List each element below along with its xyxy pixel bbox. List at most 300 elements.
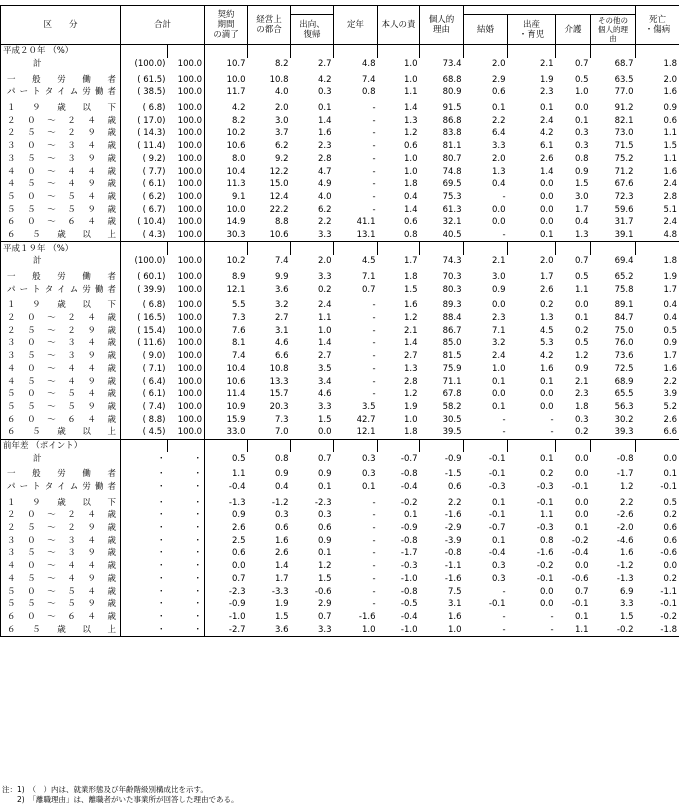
row-label: ２ ５ ～ ２ ９ 歳	[1, 522, 121, 535]
value-cell: 1.3	[539, 313, 554, 324]
value-cell: 39.3	[614, 427, 634, 438]
value-cell: 1.4	[317, 115, 332, 126]
value-cell: -0.1	[636, 598, 679, 611]
row-label: １ ９ 歳 以 下	[1, 102, 121, 115]
composition-ratio-cell: ・	[156, 573, 166, 584]
value-cell: 1.4	[403, 204, 418, 215]
value-cell: 0.1	[539, 103, 554, 114]
value-cell: 75.3	[442, 191, 462, 202]
header-own-fault: 本人の責	[378, 6, 420, 45]
row-label: ４ ０ ～ ４ ４ 歳	[1, 560, 121, 573]
value-cell: 0.3	[574, 128, 589, 139]
table-row	[1, 178, 679, 191]
value-cell: 65.2	[614, 272, 634, 283]
value-cell: -0.9	[228, 599, 246, 610]
composition-ratio-cell: ( 7.1)	[142, 363, 166, 374]
table-row	[1, 102, 679, 115]
value-cell: 0.2	[574, 325, 589, 336]
value-cell: 67.6	[614, 179, 634, 190]
value-cell: 1.0	[403, 153, 418, 164]
row-label: ６ ０ ～ ６ ４ 歳	[1, 413, 121, 426]
value-cell: 1.5	[574, 179, 589, 190]
value-cell: 2.3	[317, 141, 332, 152]
value-cell: 0.0	[231, 561, 246, 572]
value-cell: 9.2	[274, 153, 289, 164]
value-cell: 0.6	[403, 217, 418, 228]
value-cell: -1.8	[636, 623, 679, 636]
value-cell: -1.1	[444, 561, 462, 572]
value-cell: 0.0	[491, 300, 506, 311]
value-cell: 1.8	[636, 58, 679, 71]
value-cell: 100.0	[168, 363, 205, 376]
value-cell: 2.3	[491, 313, 506, 324]
value-cell: -0.5	[400, 599, 418, 610]
value-cell: 5.5	[231, 300, 246, 311]
row-label: ３ ０ ～ ３ ４ 歳	[1, 534, 121, 547]
value-cell: 100.0	[168, 73, 205, 86]
composition-ratio-cell: ・	[156, 453, 166, 464]
row-label: ３ ５ ～ ３ ９ 歳	[1, 350, 121, 363]
composition-ratio-cell: (100.0)	[134, 59, 166, 70]
value-cell: 10.6	[269, 229, 289, 240]
table-row	[1, 547, 679, 560]
value-cell: 0.6	[636, 114, 679, 127]
composition-ratio-cell: ・	[156, 497, 166, 508]
value-cell: -	[372, 300, 376, 311]
value-cell: 3.3	[619, 599, 634, 610]
composition-ratio-cell: ( 9.2)	[142, 153, 166, 164]
value-cell: 14.9	[226, 217, 246, 228]
value-cell: 11.3	[226, 179, 246, 190]
value-cell: -	[372, 191, 376, 202]
value-cell: -1.3	[616, 573, 634, 584]
value-cell: 1.4	[403, 338, 418, 349]
value-cell: 0.0	[491, 204, 506, 215]
value-cell: 13.3	[269, 376, 289, 387]
value-cell: 4.8	[636, 229, 679, 242]
value-cell: 6.6	[636, 426, 679, 439]
value-cell: 12.1	[226, 284, 246, 295]
value-cell: 0.9	[636, 102, 679, 115]
value-cell: 0.2	[539, 469, 554, 480]
table-row	[1, 481, 679, 494]
value-cell: 10.0	[226, 204, 246, 215]
table-row	[1, 560, 679, 573]
value-cell: 2.0	[636, 73, 679, 86]
row-label: ６ ０ ～ ６ ４ 歳	[1, 611, 121, 624]
value-cell: -1.5	[444, 469, 462, 480]
composition-ratio-cell: ・	[156, 510, 166, 521]
value-cell: 4.9	[317, 179, 332, 190]
value-cell: 0.8	[274, 453, 289, 464]
separation-reasons-table	[0, 5, 679, 637]
footnote-1: 注：1) （ ）内は、就業形態及び年齢階級別構成比を示す。	[2, 785, 208, 794]
value-cell: 72.3	[614, 191, 634, 202]
value-cell: 73.0	[614, 128, 634, 139]
value-cell: 1.6	[636, 86, 679, 99]
value-cell: 32.1	[442, 217, 462, 228]
row-label: 一 般 労 働 者	[1, 468, 121, 481]
value-cell: 69.5	[442, 179, 462, 190]
value-cell: 2.7	[317, 59, 332, 70]
value-cell: 0.1	[539, 229, 554, 240]
value-cell: 1.2	[403, 389, 418, 400]
value-cell: 100.0	[168, 178, 205, 191]
value-cell: 2.4	[636, 216, 679, 229]
value-cell: 10.8	[269, 74, 289, 85]
header-childbirth: 出産 ・育児	[508, 15, 556, 45]
value-cell: 63.5	[614, 74, 634, 85]
composition-ratio-cell: ( 11.6)	[137, 338, 166, 349]
value-cell: 1.0	[403, 59, 418, 70]
value-cell: -0.9	[400, 523, 418, 534]
value-cell: 0.3	[361, 469, 376, 480]
value-cell: 0.1	[574, 611, 589, 622]
value-cell: 75.9	[442, 363, 462, 374]
value-cell: 86.8	[442, 115, 462, 126]
value-cell: 3.3	[317, 229, 332, 240]
value-cell: 2.4	[636, 178, 679, 191]
value-cell: 31.7	[614, 217, 634, 228]
value-cell: 0.1	[403, 510, 418, 521]
value-cell: -	[372, 351, 376, 362]
value-cell: 0.7	[574, 59, 589, 70]
value-cell: 0.0	[539, 389, 554, 400]
value-cell: 2.0	[491, 153, 506, 164]
value-cell: -0.1	[571, 599, 589, 610]
value-cell: 100.0	[168, 283, 205, 296]
value-cell: 100.0	[168, 426, 205, 439]
value-cell: 0.6	[491, 87, 506, 98]
value-cell: 0.3	[491, 573, 506, 584]
row-label: ６ ５ 歳 以 上	[1, 623, 121, 636]
value-cell: -2.9	[444, 523, 462, 534]
value-cell: 7.5	[447, 586, 462, 597]
value-cell: 0.3	[274, 510, 289, 521]
value-cell: 3.0	[491, 272, 506, 283]
row-label: ５ ５ ～ ５ ９ 歳	[1, 401, 121, 414]
value-cell: 0.7	[231, 573, 246, 584]
row-label: ２ ０ ～ ２ ４ 歳	[1, 509, 121, 522]
value-cell: 1.8	[574, 401, 589, 412]
value-cell: 6.1	[539, 141, 554, 152]
value-cell: 82.1	[614, 115, 634, 126]
value-cell: -	[372, 599, 376, 610]
value-cell: 11.7	[226, 87, 246, 98]
row-label: ２ ０ ～ ２ ４ 歳	[1, 312, 121, 325]
composition-ratio-cell: ( 17.0)	[137, 115, 166, 126]
value-cell: 0.4	[403, 191, 418, 202]
table-row	[1, 114, 679, 127]
value-cell: ・	[168, 481, 205, 494]
value-cell: 81.5	[442, 351, 462, 362]
value-cell: -0.4	[571, 548, 589, 559]
value-cell: 71.1	[442, 376, 462, 387]
value-cell: 61.3	[442, 204, 462, 215]
value-cell: 100.0	[168, 350, 205, 363]
value-cell: -1.6	[536, 548, 554, 559]
value-cell: 1.5	[619, 611, 634, 622]
value-cell: -	[508, 623, 556, 636]
value-cell: 0.1	[539, 376, 554, 387]
table-row	[1, 58, 679, 71]
value-cell: -0.2	[536, 561, 554, 572]
value-cell: -	[502, 427, 506, 438]
value-cell: 1.5	[403, 284, 418, 295]
value-cell: 0.1	[317, 482, 332, 493]
value-cell: 1.8	[403, 179, 418, 190]
value-cell: 4.2	[539, 351, 554, 362]
section-title: 前年差 （ポイント）	[1, 439, 121, 452]
value-cell: 100.0	[168, 271, 205, 284]
value-cell: -1.3	[228, 497, 246, 508]
composition-ratio-cell: ・	[156, 469, 166, 480]
value-cell: 4.2	[231, 103, 246, 114]
table-row	[1, 452, 679, 465]
value-cell: 0.0	[539, 204, 554, 215]
row-label: パートタイム労働者	[1, 86, 121, 99]
value-cell: 2.0	[274, 103, 289, 114]
value-cell: -0.7	[400, 453, 418, 464]
row-label: １ ９ 歳 以 下	[1, 299, 121, 312]
value-cell: 88.4	[442, 313, 462, 324]
value-cell: 10.2	[226, 128, 246, 139]
table-row	[1, 388, 679, 401]
value-cell: -2.3	[314, 497, 332, 508]
value-cell: 0.9	[574, 363, 589, 374]
value-cell: 0.6	[403, 141, 418, 152]
value-cell: 41.1	[356, 217, 376, 228]
value-cell: 1.1	[317, 313, 332, 324]
value-cell: 1.4	[539, 166, 554, 177]
row-label: ３ ５ ～ ３ ９ 歳	[1, 153, 121, 166]
composition-ratio-cell: ( 6.1)	[142, 179, 166, 190]
value-cell: 1.0	[420, 623, 464, 636]
value-cell: 0.0	[636, 452, 679, 465]
value-cell: 1.0	[403, 74, 418, 85]
value-cell: 0.6	[636, 522, 679, 535]
value-cell: 0.1	[317, 548, 332, 559]
value-cell: 1.4	[403, 103, 418, 114]
value-cell: 0.8	[539, 535, 554, 546]
value-cell: -0.1	[536, 573, 554, 584]
composition-ratio-cell: ( 15.4)	[137, 325, 166, 336]
value-cell: 1.9	[539, 74, 554, 85]
value-cell: 3.6	[274, 284, 289, 295]
value-cell: -	[372, 510, 376, 521]
value-cell: -	[372, 497, 376, 508]
value-cell: 11.4	[226, 389, 246, 400]
value-cell: 0.3	[574, 141, 589, 152]
value-cell: 0.1	[491, 401, 506, 412]
row-label: ４ ０ ～ ４ ４ 歳	[1, 165, 121, 178]
value-cell: 1.1	[636, 127, 679, 140]
value-cell: -	[372, 389, 376, 400]
row-label: ４ ０ ～ ４ ４ 歳	[1, 363, 121, 376]
value-cell: 2.3	[574, 389, 589, 400]
value-cell: -0.6	[636, 547, 679, 560]
composition-ratio-cell: ( 11.4)	[137, 141, 166, 152]
value-cell: 7.3	[274, 414, 289, 425]
table-row	[1, 271, 679, 284]
value-cell: -2.3	[228, 586, 246, 597]
value-cell: 80.3	[442, 284, 462, 295]
row-label: ６ ５ 歳 以 上	[1, 426, 121, 439]
value-cell: 10.6	[226, 376, 246, 387]
row-label: 計	[1, 58, 121, 71]
value-cell: -	[372, 338, 376, 349]
value-cell: 0.1	[574, 523, 589, 534]
value-cell: 7.6	[231, 325, 246, 336]
value-cell: 74.8	[442, 166, 462, 177]
header-other-personal: その他の 個人的理 由	[591, 15, 636, 45]
value-cell: 6.9	[619, 586, 634, 597]
header-transfer: 出向、 復帰	[291, 15, 334, 45]
header-care: 介護	[556, 15, 591, 45]
composition-ratio-cell: ( 9.0)	[142, 351, 166, 362]
value-cell: -0.2	[400, 497, 418, 508]
value-cell: 0.7	[574, 256, 589, 267]
value-cell: 7.1	[491, 325, 506, 336]
value-cell: 91.2	[614, 103, 634, 114]
value-cell: 0.7	[574, 586, 589, 597]
value-cell: -2.7	[205, 623, 248, 636]
value-cell: 68.9	[614, 376, 634, 387]
value-cell: -2.0	[616, 523, 634, 534]
header-personal: 個人的 理由	[420, 6, 464, 45]
value-cell: 2.1	[574, 376, 589, 387]
value-cell: 0.9	[317, 469, 332, 480]
value-cell: 39.1	[614, 229, 634, 240]
value-cell: -1.0	[378, 623, 420, 636]
row-label: ４ ５ ～ ４ ９ 歳	[1, 178, 121, 191]
composition-ratio-cell: ・	[121, 623, 168, 636]
value-cell: 12.1	[356, 427, 376, 438]
table-row	[1, 312, 679, 325]
value-cell: 1.0	[317, 325, 332, 336]
value-cell: 1.6	[539, 363, 554, 374]
row-label: ４ ５ ～ ４ ９ 歳	[1, 375, 121, 388]
footnote-2: 2) 「離職理由」は、離職者がいた事業所が回答した理由である。	[2, 795, 239, 804]
composition-ratio-cell: ・	[156, 535, 166, 546]
value-cell: 2.2	[447, 497, 462, 508]
section-title: 平成１９年 （%）	[1, 242, 121, 255]
value-cell: 3.2	[491, 338, 506, 349]
composition-ratio-cell: (100.0)	[134, 256, 166, 267]
table-row	[1, 534, 679, 547]
value-cell: -0.2	[571, 535, 589, 546]
table-row	[1, 127, 679, 140]
value-cell: 2.6	[539, 284, 554, 295]
value-cell: 8.1	[231, 338, 246, 349]
value-cell: -0.8	[616, 453, 634, 464]
value-cell: ・	[168, 534, 205, 547]
value-cell: -	[372, 363, 376, 374]
composition-ratio-cell: ( 7.4)	[142, 401, 166, 412]
value-cell: 67.8	[442, 389, 462, 400]
composition-ratio-cell: ( 6.1)	[142, 389, 166, 400]
value-cell: 0.9	[317, 535, 332, 546]
value-cell: -1.0	[228, 611, 246, 622]
row-label: ４ ５ ～ ４ ９ 歳	[1, 573, 121, 586]
value-cell: 100.0	[168, 140, 205, 153]
value-cell: 69.4	[614, 256, 634, 267]
value-cell: ・	[168, 468, 205, 481]
value-cell: 71.5	[614, 141, 634, 152]
value-cell: -	[502, 611, 506, 622]
table-row	[1, 337, 679, 350]
row-label: 一 般 労 働 者	[1, 73, 121, 86]
value-cell: 2.6	[636, 413, 679, 426]
value-cell: 68.8	[442, 74, 462, 85]
value-cell: 0.0	[574, 561, 589, 572]
value-cell: 8.2	[274, 59, 289, 70]
value-cell: -0.1	[636, 481, 679, 494]
value-cell: 100.0	[168, 312, 205, 325]
table-row	[1, 229, 679, 242]
value-cell: 1.5	[317, 573, 332, 584]
value-cell: 1.7	[539, 272, 554, 283]
value-cell: 1.2	[403, 128, 418, 139]
header-death-illness: 死亡 ・傷病	[636, 6, 679, 45]
value-cell: 0.1	[491, 535, 506, 546]
value-cell: 2.0	[317, 256, 332, 267]
value-cell: 2.6	[231, 523, 246, 534]
value-cell: 0.5	[636, 324, 679, 337]
value-cell: -0.3	[488, 482, 506, 493]
value-cell: -1.7	[400, 548, 418, 559]
value-cell: 2.1	[403, 325, 418, 336]
value-cell: 100.0	[168, 58, 205, 71]
value-cell: 100.0	[168, 388, 205, 401]
header-management: 経営上 の都合	[248, 6, 291, 45]
value-cell: 2.1	[491, 256, 506, 267]
value-cell: -	[550, 427, 554, 438]
value-cell: 4.6	[274, 338, 289, 349]
value-cell: -0.4	[400, 611, 418, 622]
value-cell: ・	[168, 623, 205, 636]
value-cell: 3.3	[291, 623, 334, 636]
value-cell: 4.5	[539, 325, 554, 336]
value-cell: 2.8	[403, 376, 418, 387]
value-cell: 0.2	[636, 509, 679, 522]
value-cell: 100.0	[168, 165, 205, 178]
row-label: ６ ５ 歳 以 上	[1, 229, 121, 242]
value-cell: -	[372, 573, 376, 584]
value-cell: -	[372, 376, 376, 387]
value-cell: 0.4	[636, 299, 679, 312]
table-row	[1, 140, 679, 153]
value-cell: 2.0	[539, 256, 554, 267]
value-cell: 1.5	[274, 611, 289, 622]
value-cell: ・	[168, 496, 205, 509]
row-label: パートタイム労働者	[1, 481, 121, 494]
composition-ratio-cell: ( 16.5)	[137, 313, 166, 324]
footnotes	[2, 785, 238, 805]
value-cell: 10.7	[226, 59, 246, 70]
value-cell: 1.6	[636, 363, 679, 376]
value-cell: 77.0	[614, 87, 634, 98]
table-row	[1, 375, 679, 388]
value-cell: 0.1	[361, 482, 376, 493]
value-cell: 15.0	[269, 179, 289, 190]
composition-ratio-cell: ( 6.8)	[142, 300, 166, 311]
value-cell: -0.3	[536, 482, 554, 493]
composition-ratio-cell: ( 61.5)	[137, 74, 166, 85]
value-cell: 7.4	[274, 256, 289, 267]
value-cell: 1.3	[491, 166, 506, 177]
value-cell: 4.8	[361, 59, 376, 70]
